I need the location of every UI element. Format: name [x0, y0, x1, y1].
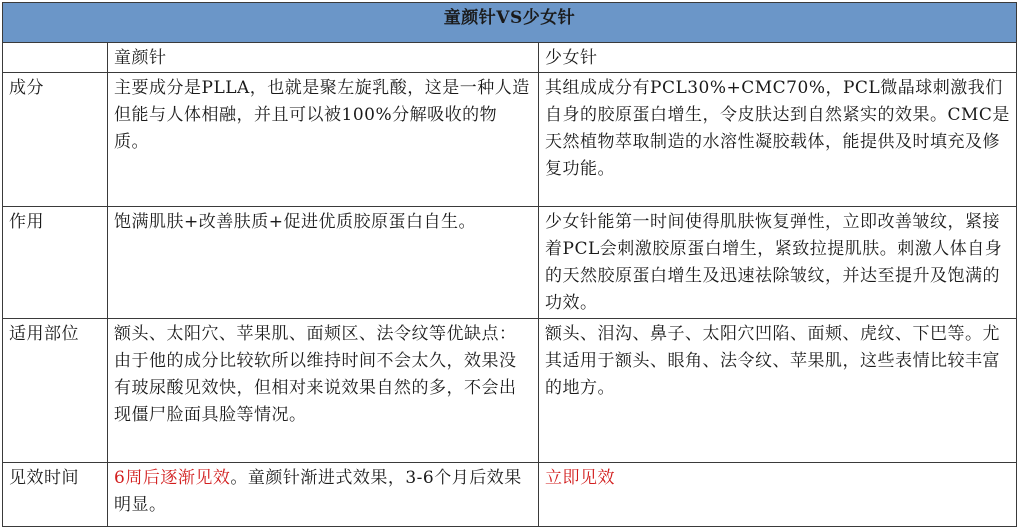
comparison-table — [2, 2, 1017, 527]
table-title: 童颜针VS少女针 — [3, 3, 1017, 43]
header-shaonvzhen: 少女针 — [539, 43, 1017, 73]
onset-detail-tongyanzhen: 。童颜针渐进式效果，3-6个月后效果明显。 — [114, 468, 522, 515]
onset-highlight-shaonvzhen: 立即见效 — [545, 468, 615, 488]
row-ingredients — [3, 73, 1017, 207]
row-label-ingredients: 成分 — [3, 73, 108, 207]
row-label-areas: 适用部位 — [3, 319, 108, 463]
cell-tongyanzhen-ingredients: 主要成分是PLLA，也就是聚左旋乳酸，这是一种人造但能与人体相融，并且可以被100%分解吸收的物质。 — [108, 73, 539, 207]
cell-shaonvzhen-effect: 少女针能第一时间使得肌肤恢复弹性，立即改善皱纹，紧接着PCL会刺激胶原蛋白增生，紧致拉提肌肤。刺激人体自身的天然胶原蛋白增生及迅速祛除皱纹，并达至提升及饱满的功效。 — [539, 207, 1017, 319]
cell-tongyanzhen-areas: 额头、太阳穴、苹果肌、面颊区、法令纹等优缺点：由于他的成分比较软所以维持时间不会太久，效果没有玻尿酸见效快，但相对来说效果自然的多，不会出现僵尸脸面具脸等情况。 — [108, 319, 539, 463]
cell-shaonvzhen-onset-time — [539, 463, 1017, 527]
cell-tongyanzhen-effect: 饱满肌肤+改善肤质+促进优质胶原蛋白自生。 — [108, 207, 539, 319]
title-row — [3, 3, 1017, 43]
onset-highlight-tongyanzhen: 6周后逐渐见效 — [114, 468, 231, 488]
cell-tongyanzhen-onset-time — [108, 463, 539, 527]
header-tongyanzhen: 童颜针 — [108, 43, 539, 73]
header-empty-cell — [3, 43, 108, 73]
row-label-onset-time: 见效时间 — [3, 463, 108, 527]
cell-shaonvzhen-areas: 额头、泪沟、鼻子、太阳穴凹陷、面颊、虎纹、下巴等。尤其适用于额头、眼角、法令纹、苹果肌，这些表情比较丰富的地方。 — [539, 319, 1017, 463]
row-areas — [3, 319, 1017, 463]
row-label-effect: 作用 — [3, 207, 108, 319]
header-row — [3, 43, 1017, 73]
row-effect — [3, 207, 1017, 319]
cell-shaonvzhen-ingredients: 其组成成分有PCL30%+CMC70%，PCL微晶球刺激我们自身的胶原蛋白增生，令皮肤达到自然紧实的效果。CMC是天然植物萃取制造的水溶性凝胶载体，能提供及时填充及修复功能。 — [539, 73, 1017, 207]
row-onset-time — [3, 463, 1017, 527]
